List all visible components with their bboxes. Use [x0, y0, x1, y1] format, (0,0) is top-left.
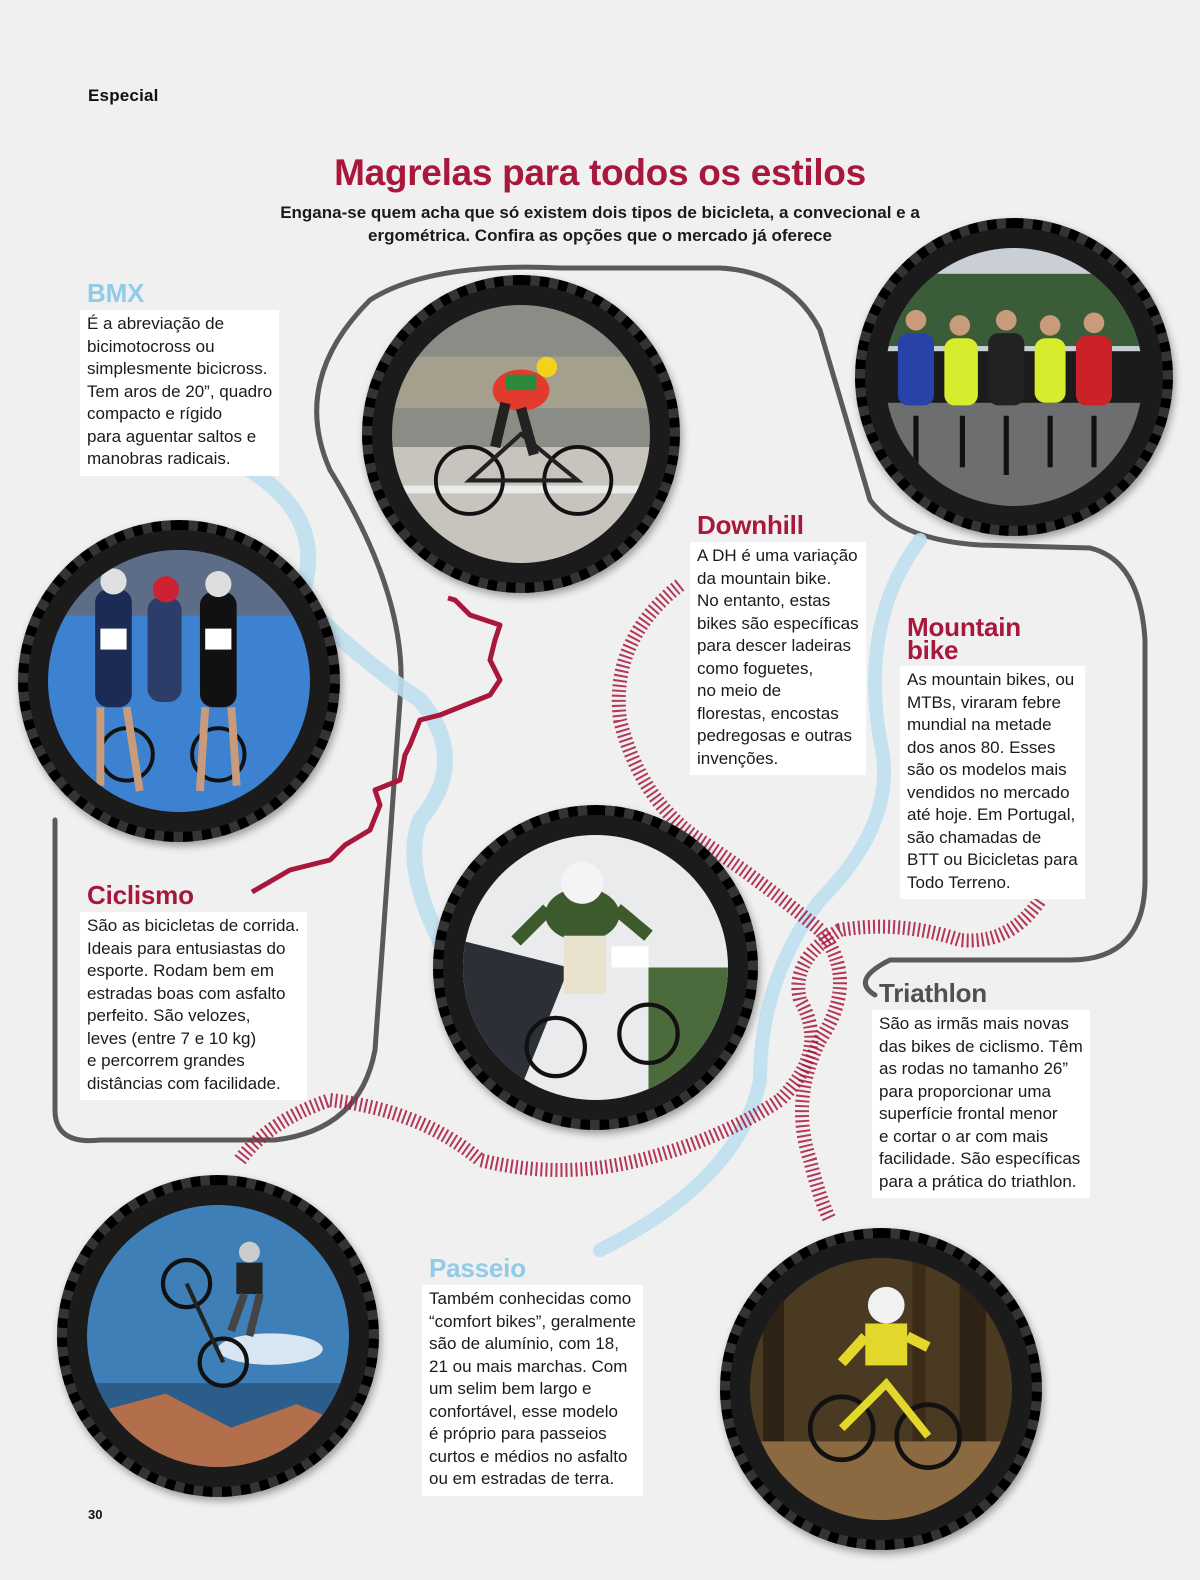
text-triathlon: São as irmãs mais novas das bikes de ciclismo. Têm as rodas no tamanho 26” para proporcionar uma superfície frontal menor e cortar o ar com mais facilidade. São específicas para a prática do triathlon. [872, 1010, 1090, 1198]
wheel-bmx-rider-photo [433, 805, 758, 1130]
wheel-trial-jump-photo [57, 1175, 379, 1497]
section-downhill [690, 512, 866, 775]
wheel-group-ride-photo [855, 218, 1173, 536]
section-mountain-bike [900, 612, 1085, 899]
text-passeio: Também conhecidas como “comfort bikes”, geralmente são de alumínio, com 18, 21 ou mais marchas. Com um selim bem largo e confortável, esse modelo é próprio para passeios curtos e médios no asfalto ou em estradas de terra. [422, 1285, 643, 1496]
heading-ciclismo: Ciclismo [87, 880, 194, 910]
section-label: Especial [88, 86, 159, 105]
section-passeio [422, 1255, 643, 1496]
heading-bmx: BMX [87, 278, 145, 308]
wheel-triathletes-photo [18, 520, 340, 842]
page-number: 30 [88, 1507, 103, 1522]
heading-passeio: Passeio [429, 1253, 526, 1283]
section-triathlon [872, 980, 1090, 1198]
heading-triathlon: Triathlon [879, 978, 987, 1008]
text-mountain-bike: As mountain bikes, ou MTBs, viraram febre mundial na metade dos anos 80. Esses são os modelos mais vendidos no mercado até hoje. Em Portugal, são chamadas de BTT ou Bicicletas para Todo Terreno. [900, 666, 1085, 899]
text-downhill: A DH é uma variação da mountain bike. No entanto, estas bikes são específicas para descer ladeiras como foguetes, no meio de florestas, encostas pedregosas e outras invenções. [690, 542, 866, 775]
page-subtitle: Engana-se quem acha que só existem dois tipos de bicicleta, a convecional e a ergométrica. Confira as opções que o mercado já oferece [280, 203, 920, 245]
text-ciclismo: São as bicicletas de corrida. Ideais para entusiastas do esporte. Rodam bem em estradas boas com asfalto perfeito. São velozes, leves (entre 7 e 10 kg) e percorrem grandes distâncias com facilidade. [80, 912, 307, 1100]
wheel-road-cyclist-photo [362, 275, 680, 593]
section-ciclismo [80, 882, 307, 1100]
heading-mountain-bike: Mountain bike [907, 612, 1021, 665]
section-bmx [80, 280, 279, 476]
page-title: Magrelas para todos os estilos [334, 152, 866, 193]
heading-downhill: Downhill [697, 510, 804, 540]
text-bmx: É a abreviação de bicimotocross ou simplesmente bicicross. Tem aros de 20”, quadro compacto e rígido para aguentar saltos e manobras radicais. [80, 310, 279, 476]
wheel-downhill-rider-photo [720, 1228, 1042, 1550]
